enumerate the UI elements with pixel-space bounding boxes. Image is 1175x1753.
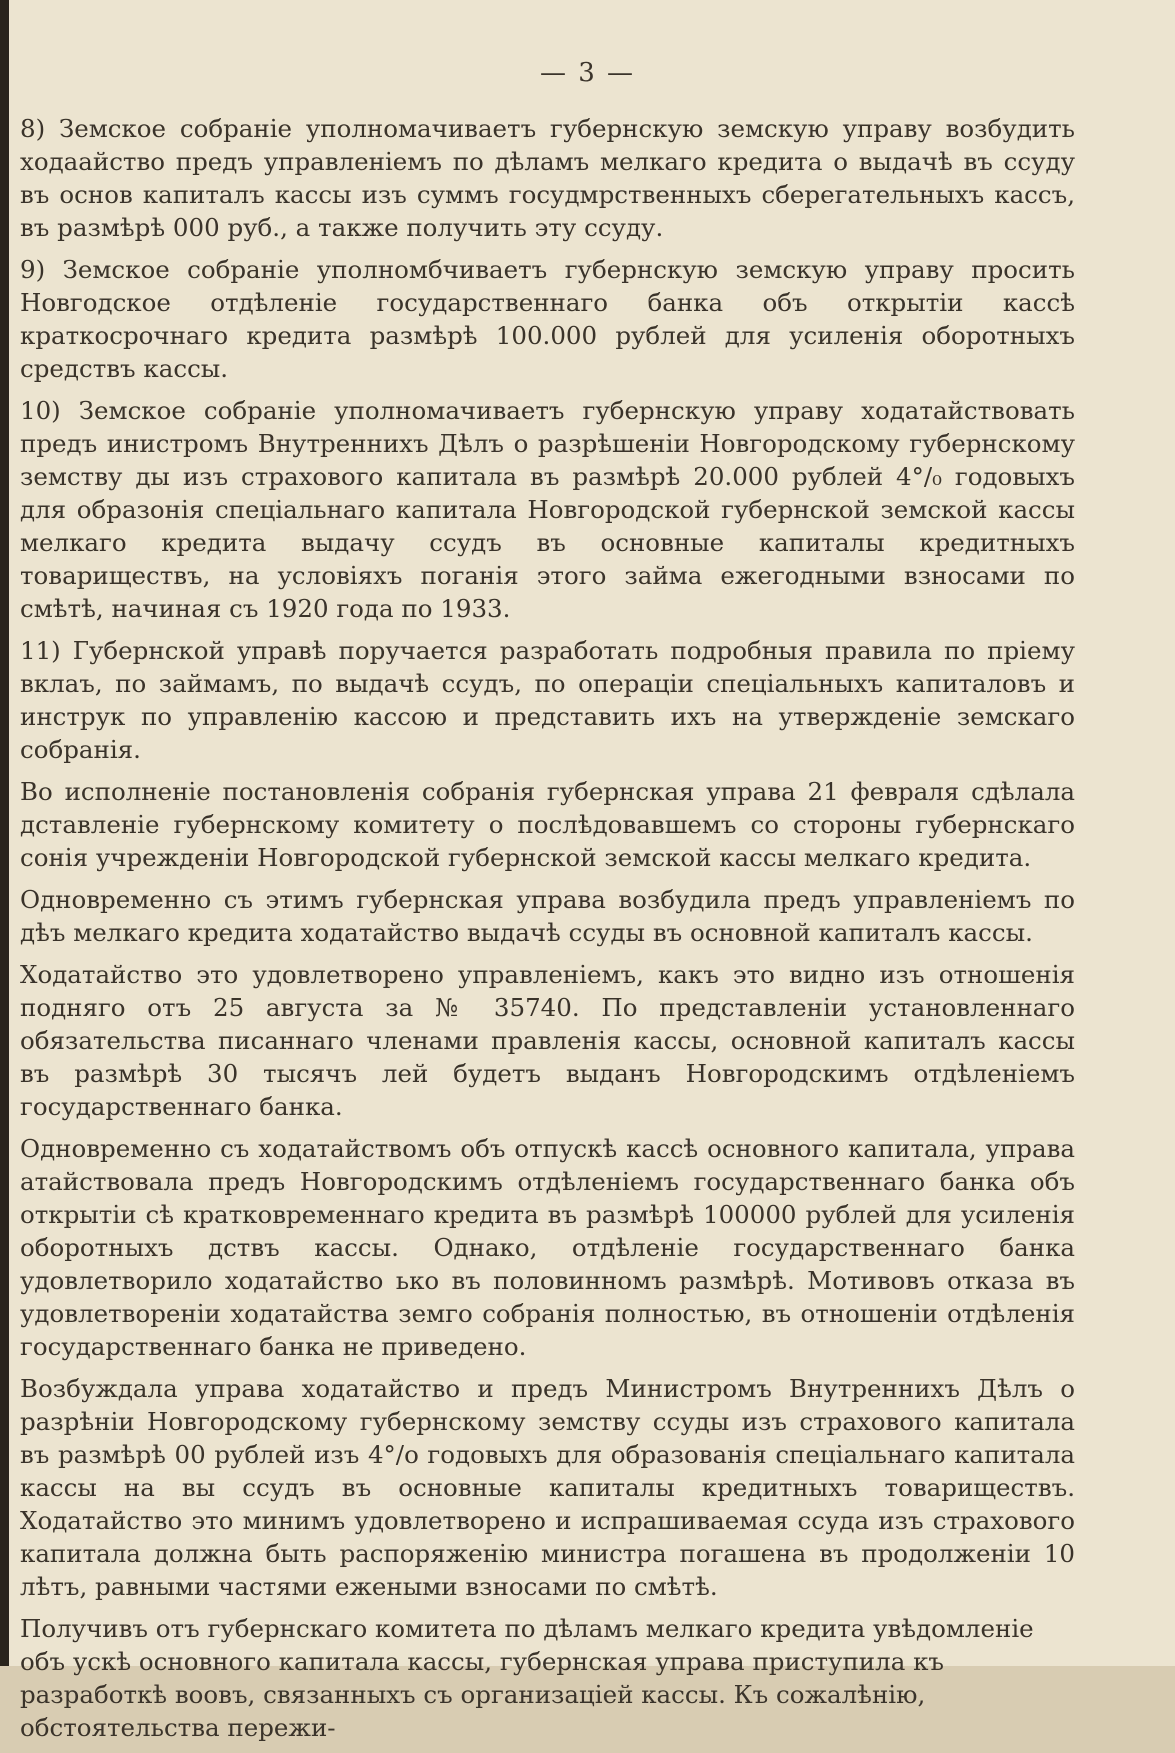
paragraph-minister-petition: Возбуждала управа ходатайство и предъ Министромъ Внутреннихъ Дѣлъ о разрѣніи Новгородскому губернскому земству ссуды изъ страхового капитала въ размѣрѣ 00 рублей изъ 4°/о годовыхъ для образованія спеціальнаго капитала кассы на вы ссудъ въ основные капиталы кредитныхъ товариществъ. Ходатайство это минимъ удовлетворено и испрашиваемая ссуда изъ страхового капитала должна быть распоряженію министра погашена въ продолженіи 10 лѣтъ, равными частями ежеными взносами по смѣтѣ. (20, 1374, 1075, 1601)
page-binding-edge (0, 0, 9, 1666)
paragraph-bank-credit: Одновременно съ ходатайствомъ объ отпускѣ кассѣ основного капитала, управа атайствовала предъ Новгородскимъ отдѣленіемъ государственнаго банка объ открытіи сѣ кратковременнаго кредита въ размѣрѣ 100000 рублей для усиленія оборотныхъ дствъ кассы. Однако, отдѣленіе государственнаго банка удовлетворило ходатайство ько въ половинномъ размѣрѣ. Мотивовъ отказа въ удовлетвореніи ходатайства земго собранія полностью, въ отношеніи отдѣленія государственнаго банка не приведено. (20, 1134, 1075, 1361)
paragraph-9: 9) Земское собраніе уполномбчиваетъ губернскую земскую управу просить Новгодское отдѣленіе государственнаго банка объ открытіи кассѣ краткосрочнаго кредита размѣрѣ 100.000 рублей для усиленія оборотныхъ средствъ кассы. (20, 255, 1075, 383)
paragraph-simultaneous-petition: Одновременно съ этимъ губернская управа возбудила предъ управленіемъ по дѣъ мелкаго кредита ходатайство выдачѣ ссуды въ основной капиталъ кассы. (20, 885, 1075, 947)
paragraph-petition-granted: Ходатайство это удовлетворено управленіемъ, какъ это видно изъ отношенія поднягo отъ 25 августа за № 35740. По представленіи установленнаго обязательства писаннаго членами правленія кассы, основной капиталъ кассы въ размѣрѣ 30 тысячъ лей будетъ выданъ Новгородскимъ отдѣленіемъ государственнаго банка. (20, 960, 1075, 1121)
paragraph-8: 8) Земское собраніе уполномачиваетъ губернскую земскую управу возбудить ходаайство предъ управленіемъ по дѣламъ мелкаго кредита о выдачѣ въ ссуду въ основ капиталъ кассы изъ суммъ госудмрственныхъ сберегательныхъ кассъ, въ размѣрѣ 000 руб., а также получить эту ссуду. (20, 114, 1075, 242)
paragraph-organization: Получивъ отъ губернскаго комитета по дѣламъ мелкаго кредита увѣдомленіе объ ускѣ основного капитала кассы, губернская управа приступила къ разработкѣ воовъ, связанныхъ съ организаціей кассы. Къ сожалѣнію, обстоятельства пережи- (20, 1614, 1034, 1742)
page-number: — 3 — (539, 58, 636, 88)
paragraph-11: 11) Губернской управѣ поручается разработать подробныя правила по пріему вклаъ, по займамъ, по выдачѣ ссудъ, по операціи спеціальныхъ капиталовъ и инструк по управленію кассою и представить ихъ на утвержденіе земскаго собранія. (20, 636, 1075, 764)
paragraph-10: 10) Земское собраніе уполномачиваетъ губернскую управу ходатайствовать предъ инистромъ Внутреннихъ Дѣлъ о разрѣшеніи Новгородскому губернскому земству ды изъ страхового капитала въ размѣрѣ 20.000 рублей 4°/₀ годовыхъ для образонія спеціальнаго капитала Новгородской губернской земской кассы мелкаго кредита выдачу ссудъ въ основные капиталы кредитныхъ товариществъ, на условіяхъ поганія этого займа ежегодными взносами по смѣтѣ, начиная съ 1920 года по 1933. (20, 396, 1075, 623)
paragraph-execution: Во исполненіе постановленія собранія губернская управа 21 февраля сдѣлала дставленіе губернскому комитету о послѣдовавшемъ со стороны губернскаго сонія учрежденіи Новгородской губернской земской кассы мелкаго кредита. (20, 777, 1075, 872)
document-body (20, 112, 1075, 1753)
